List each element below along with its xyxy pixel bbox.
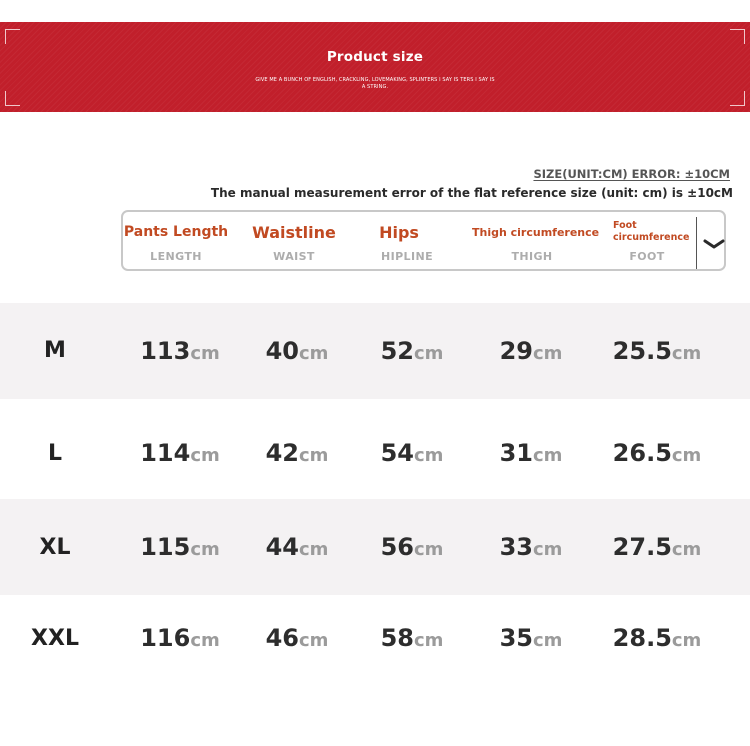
table-row bbox=[0, 303, 750, 399]
value-unit: cm bbox=[532, 343, 563, 364]
banner-subtitle: GIVE ME A BUNCH OF ENGLISH, CRACKLING, LOVEMAKING, SPLINTERS I SAY IS TERS I SAY IS A STRING. bbox=[255, 77, 495, 90]
table-row bbox=[0, 401, 750, 497]
value-number: 42 bbox=[265, 439, 299, 467]
value-number: 35 bbox=[499, 624, 533, 652]
value-number: 52 bbox=[380, 337, 414, 365]
corner-bracket bbox=[730, 91, 745, 106]
corner-bracket bbox=[5, 91, 20, 106]
value-unit: cm bbox=[671, 539, 702, 560]
value-number: 26.5 bbox=[612, 439, 672, 467]
value-cell bbox=[347, 439, 477, 467]
value-unit: cm bbox=[190, 343, 220, 364]
value-number: 113 bbox=[140, 337, 191, 365]
value-cell bbox=[232, 439, 362, 467]
value-number: 116 bbox=[140, 624, 191, 652]
value-number: 40 bbox=[265, 337, 299, 365]
column-sublabel: THIGH bbox=[511, 250, 553, 263]
size-label: L bbox=[47, 441, 63, 466]
value-number: 33 bbox=[499, 533, 533, 561]
column-label: Pants Length bbox=[123, 224, 229, 240]
value-cell bbox=[115, 337, 245, 365]
value-unit: cm bbox=[413, 445, 444, 466]
value-unit: cm bbox=[298, 343, 329, 364]
value-number: 25.5 bbox=[612, 337, 672, 365]
value-cell bbox=[592, 624, 722, 652]
value-unit: cm bbox=[532, 630, 563, 651]
value-cell bbox=[466, 533, 596, 561]
header-divider bbox=[696, 217, 697, 269]
column-header-box bbox=[121, 210, 726, 271]
value-unit: cm bbox=[532, 539, 563, 560]
column-label: Hips bbox=[379, 223, 419, 242]
value-number: 29 bbox=[499, 337, 533, 365]
value-unit: cm bbox=[671, 343, 702, 364]
header-banner bbox=[0, 22, 750, 112]
value-cell bbox=[347, 533, 477, 561]
value-unit: cm bbox=[190, 539, 220, 560]
value-cell bbox=[466, 439, 596, 467]
value-unit: cm bbox=[298, 630, 329, 651]
size-label: XL bbox=[39, 535, 71, 560]
value-unit: cm bbox=[671, 630, 702, 651]
size-label: M bbox=[44, 338, 66, 363]
value-cell bbox=[592, 439, 722, 467]
table-row bbox=[0, 499, 750, 595]
value-cell bbox=[232, 624, 362, 652]
measurement-error-note: The manual measurement error of the flat reference size (unit: cm) is ±10cM bbox=[210, 186, 733, 200]
value-number: 46 bbox=[265, 624, 299, 652]
corner-bracket bbox=[5, 29, 20, 44]
value-cell bbox=[466, 624, 596, 652]
column-label: Foot circumference bbox=[613, 220, 690, 243]
banner-title: Product size bbox=[326, 49, 424, 65]
value-number: 58 bbox=[380, 624, 414, 652]
value-number: 115 bbox=[140, 533, 191, 561]
size-unit-note: SIZE(UNIT:CM) ERROR: ±10CM bbox=[533, 167, 730, 181]
value-cell bbox=[347, 624, 477, 652]
value-cell bbox=[592, 533, 722, 561]
column-sublabel: HIPLINE bbox=[381, 250, 433, 263]
value-unit: cm bbox=[413, 539, 444, 560]
value-unit: cm bbox=[532, 445, 563, 466]
size-label: XXL bbox=[31, 626, 79, 651]
column-sublabel: FOOT bbox=[629, 250, 665, 263]
column-sublabel: WAIST bbox=[273, 250, 315, 263]
column-label: Thigh circumference bbox=[472, 226, 600, 239]
value-cell bbox=[115, 439, 245, 467]
value-number: 44 bbox=[265, 533, 299, 561]
value-cell bbox=[232, 533, 362, 561]
chevron-down-icon[interactable] bbox=[703, 234, 725, 254]
value-unit: cm bbox=[190, 445, 220, 466]
column-label: Waistline bbox=[252, 223, 336, 242]
value-number: 28.5 bbox=[612, 624, 672, 652]
value-number: 54 bbox=[380, 439, 414, 467]
value-number: 56 bbox=[380, 533, 414, 561]
column-sublabel: LENGTH bbox=[150, 250, 202, 263]
table-row bbox=[0, 597, 750, 693]
value-cell bbox=[466, 337, 596, 365]
value-number: 31 bbox=[499, 439, 533, 467]
value-number: 114 bbox=[140, 439, 191, 467]
value-cell bbox=[347, 337, 477, 365]
value-unit: cm bbox=[671, 445, 702, 466]
value-unit: cm bbox=[298, 445, 329, 466]
corner-bracket bbox=[730, 29, 745, 44]
value-cell bbox=[592, 337, 722, 365]
value-cell bbox=[115, 533, 245, 561]
value-unit: cm bbox=[413, 630, 444, 651]
value-unit: cm bbox=[413, 343, 444, 364]
value-cell bbox=[115, 624, 245, 652]
value-unit: cm bbox=[298, 539, 329, 560]
value-cell bbox=[232, 337, 362, 365]
value-unit: cm bbox=[190, 630, 220, 651]
value-number: 27.5 bbox=[612, 533, 672, 561]
